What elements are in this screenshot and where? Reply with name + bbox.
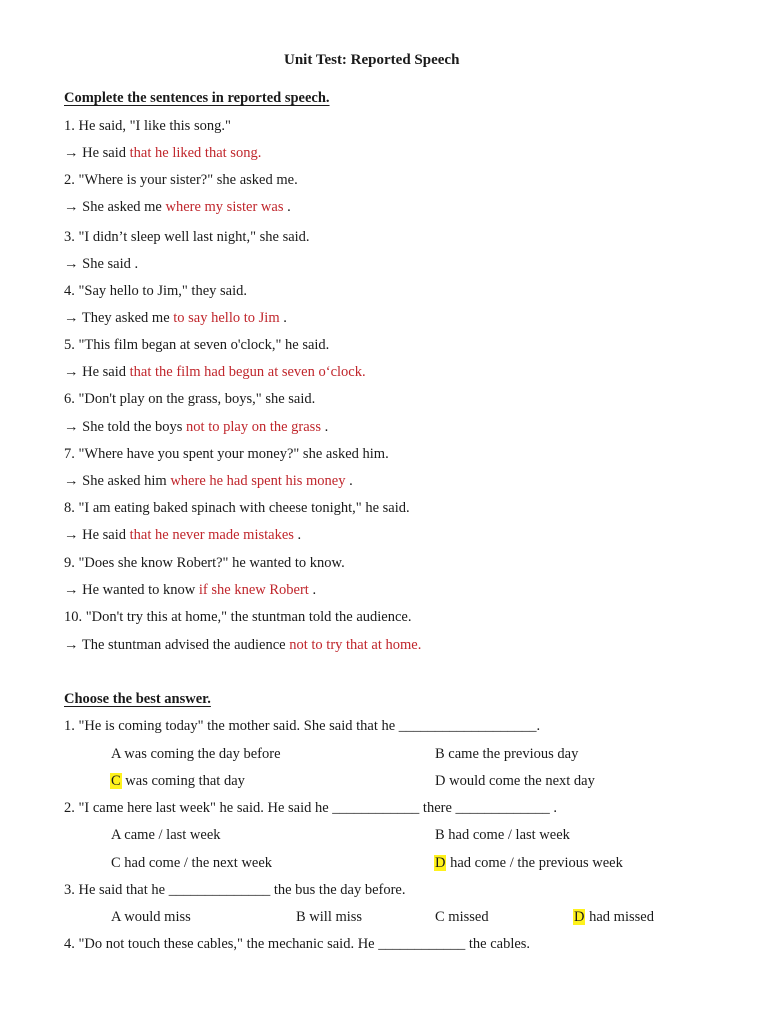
mc2-option-b: B had come / last week (435, 827, 570, 843)
section1-heading: Complete the sentences in reported speech. (64, 90, 330, 106)
answer-line-7: → She asked him where he had spent his money . (64, 473, 353, 489)
answer-text: if she knew Robert (198, 582, 309, 598)
answer-text: that he liked that song. (129, 145, 262, 161)
answer-text: where my sister was (165, 199, 284, 215)
answer-line-3: → She said . (64, 256, 139, 272)
answer-line-1: → He said that he liked that song. (64, 145, 262, 161)
question-7: 7. "Where have you spent your money?" she asked him. (64, 446, 389, 462)
answer-text: that the film had begun at seven o‘clock. (129, 364, 366, 380)
answer-line-8: → He said that he never made mistakes . (64, 527, 302, 543)
mc-question-4: 4. "Do not touch these cables," the mechanic said. He ____________ the cables. (64, 936, 531, 952)
question-8: 8. "I am eating baked spinach with cheese tonight," he said. (64, 500, 410, 516)
question-3: 3. "I didn’t sleep well last night," she said. (64, 229, 310, 245)
selected-letter-highlight: D (435, 855, 446, 871)
mc-question-2: 2. "I came here last week" he said. He said he ____________ there _____________ . (64, 800, 558, 816)
mc3-option-b: B will miss (296, 909, 363, 925)
answer-text: where he had spent his money (170, 473, 346, 489)
section2-heading: Choose the best answer. (64, 691, 211, 707)
answer-line-10: → The stuntman advised the audience not to try that at home. (64, 637, 422, 653)
answer-line-9: → He wanted to know if she knew Robert . (64, 582, 317, 598)
mc1-option-b: B came the previous day (435, 746, 579, 762)
question-2: 2. "Where is your sister?" she asked me. (64, 172, 298, 188)
mc1-option-c: C was coming that day (111, 773, 245, 789)
answer-text: not to try that at home. (289, 637, 422, 653)
answer-line-5: → He said that the film had begun at seven o‘clock. (64, 364, 366, 380)
mc3-option-c: C missed (435, 909, 489, 925)
question-4: 4. "Say hello to Jim," they said. (64, 283, 248, 299)
question-6: 6. "Don't play on the grass, boys," she said. (64, 391, 316, 407)
mc2-option-d: D had come / the previous week (435, 855, 623, 871)
question-9: 9. "Does she know Robert?" he wanted to know. (64, 555, 345, 571)
mc2-option-a: A came / last week (111, 827, 221, 843)
mc1-option-d: D would come the next day (435, 773, 595, 789)
question-1: 1. He said, "I like this song." (64, 118, 231, 134)
answer-line-2: → She asked me where my sister was . (64, 199, 291, 215)
page-title: Unit Test: Reported Speech (284, 52, 460, 68)
mc2-option-c: C had come / the next week (111, 855, 273, 871)
answer-text: that he never made mistakes (129, 527, 294, 543)
mc3-option-a: A would miss (111, 909, 191, 925)
answer-text: to say hello to Jim (173, 310, 280, 326)
question-10: 10. "Don't try this at home," the stuntman told the audience. (64, 609, 412, 625)
mc-question-3: 3. He said that he ______________ the bus the day before. (64, 882, 406, 898)
mc3-option-d: D had missed (574, 909, 654, 925)
selected-letter-highlight: C (111, 773, 121, 789)
mc-question-1: 1. "He is coming today" the mother said. She said that he ___________________. (64, 718, 541, 734)
answer-line-4: → They asked me to say hello to Jim . (64, 310, 287, 326)
selected-letter-highlight: D (574, 909, 585, 925)
question-5: 5. "This film began at seven o'clock," he said. (64, 337, 330, 353)
answer-text: not to play on the grass (186, 419, 321, 435)
mc1-option-a: A was coming the day before (111, 746, 281, 762)
answer-line-6: → She told the boys not to play on the grass . (64, 419, 329, 435)
